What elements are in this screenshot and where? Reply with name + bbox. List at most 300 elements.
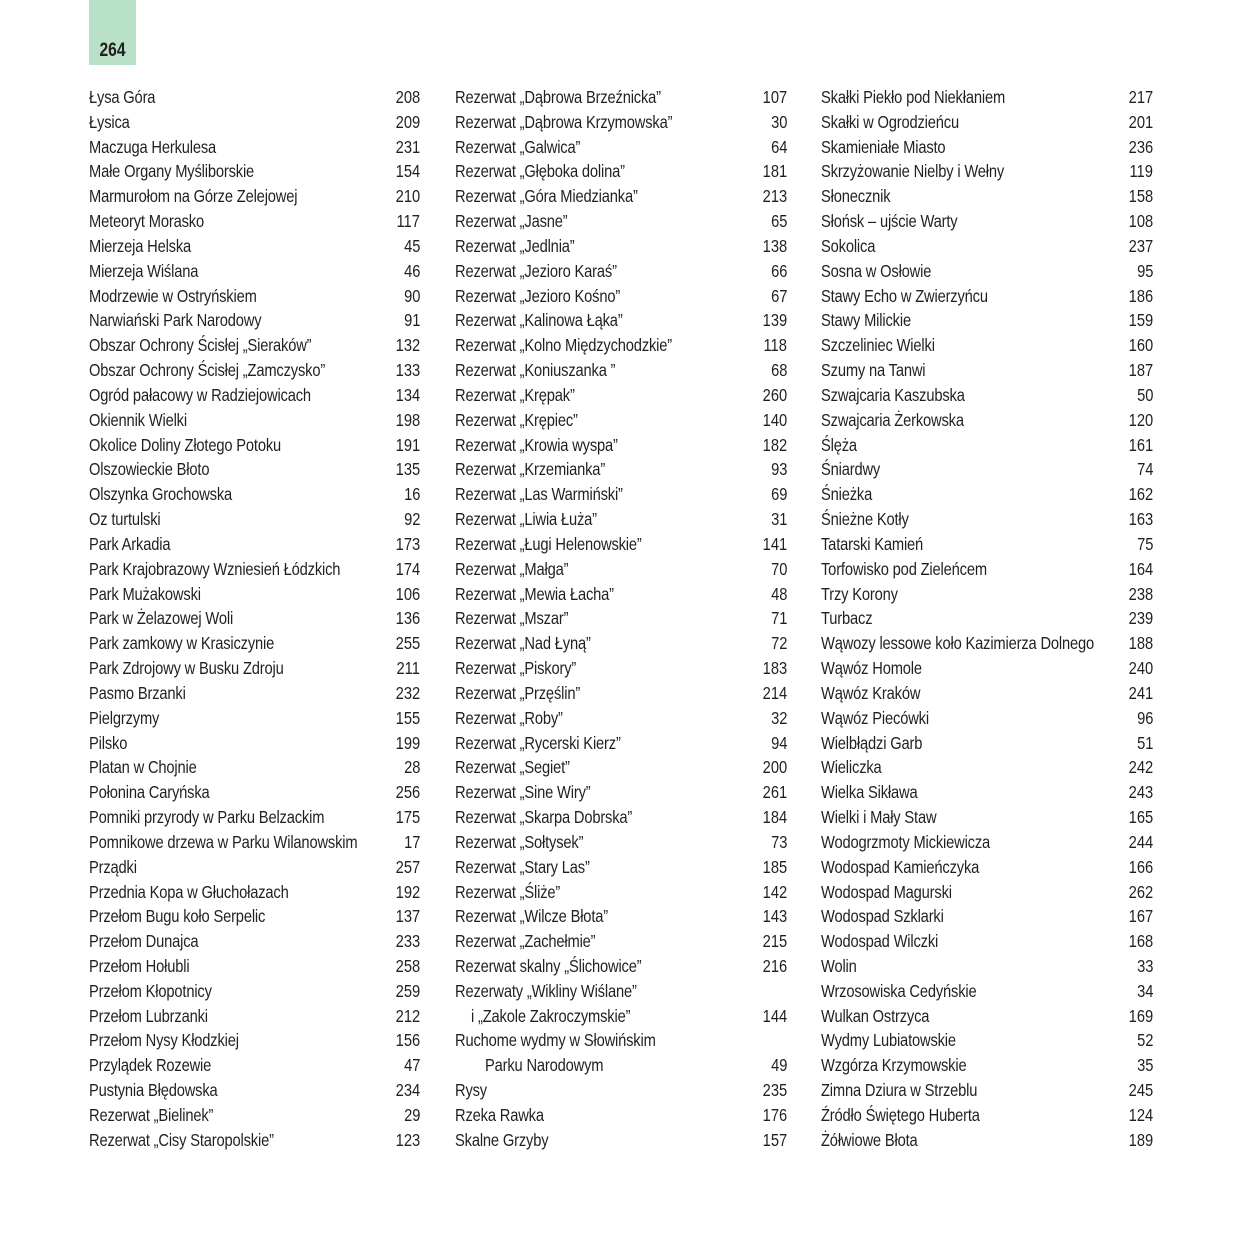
index-entry [821,1128,1153,1153]
index-entry [89,755,420,780]
index-entry [455,333,787,358]
entry-page-number: 108 [1128,211,1153,232]
entry-name: Platan w Chojnie [89,757,197,778]
entry-name: Śnieżne Kotły [821,509,909,530]
entry-page-number: 91 [403,310,420,331]
index-entry [89,135,420,160]
index-entry [89,929,420,954]
index-entry [821,830,1153,855]
entry-name: Wrzosowiska Cedyńskie [821,980,977,1001]
entry-page-number: 166 [1128,856,1153,877]
page-number-tab [89,0,136,65]
entry-page-number: 35 [1136,1055,1153,1076]
entry-page-number: 189 [1128,1129,1153,1150]
entry-name: Ogród pałacowy w Radziejowicach [89,384,311,405]
index-entry [455,1128,787,1153]
entry-page-number: 49 [770,1055,787,1076]
entry-name: Wodospad Szklarki [821,906,944,927]
entry-name: Marmurołom na Górze Zelejowej [89,186,298,207]
entry-page-number: 176 [762,1104,787,1125]
entry-page-number: 144 [762,1005,787,1026]
index-entry [89,954,420,979]
index-entry [89,110,420,135]
entry-page-number: 16 [403,484,420,505]
entry-name: Wzgórza Krzymowskie [821,1055,967,1076]
entry-name: Trzy Korony [821,583,898,604]
entry-name: Wieliczka [821,757,882,778]
index-entry [821,85,1153,110]
entry-name: Rezerwat „Kolno Międzychodzkie” [455,335,673,356]
index-entry [89,1103,420,1128]
entry-page-number: 161 [1128,434,1153,455]
entry-page-number: 198 [395,409,420,430]
entry-page-number: 117 [396,211,420,232]
index-entry [89,830,420,855]
index-entry [821,582,1153,607]
index-entry [455,383,787,408]
entry-name: Pomniki przyrody w Parku Belzackim [89,807,325,828]
entry-page-number: 93 [770,459,787,480]
entry-name: Pilsko [89,732,128,753]
index-entry [455,532,787,557]
index-entry [821,482,1153,507]
entry-name: Rezerwat „Krzemianka” [455,459,606,480]
entry-name: Rezerwat „Las Warmiński” [455,484,623,505]
entry-page-number: 175 [395,807,420,828]
entry-name: Rezerwat „Jedlnia” [455,235,575,256]
entry-name: Park w Żelazowej Woli [89,608,234,629]
entry-name: Rezerwat „Skarpa Dobrska” [455,807,633,828]
index-entry [89,383,420,408]
index-entry [455,1053,787,1078]
entry-page-number: 139 [762,310,787,331]
entry-page-number: 95 [1136,260,1153,281]
index-entry [455,582,787,607]
entry-name: Wydmy Lubiatowskie [821,1030,956,1051]
index-entry [455,308,787,333]
entry-name: Skałki w Ogrodzieńcu [821,111,959,132]
entry-name: Pustynia Błędowska [89,1080,218,1101]
index-entry [455,855,787,880]
entry-name: Rezerwat „Góra Miedzianka” [455,186,638,207]
index-entry [821,1103,1153,1128]
index-entry [89,284,420,309]
entry-page-number: 160 [1128,335,1153,356]
index-entry [455,507,787,532]
entry-name: Rezerwat „Sine Wiry” [455,782,591,803]
entry-page-number: 119 [1129,161,1153,182]
entry-page-number: 133 [395,360,420,381]
entry-name: Wulkan Ostrzyca [821,1005,930,1026]
entry-page-number: 142 [762,881,787,902]
entry-name: Olszynka Grochowska [89,484,233,505]
index-entry [455,731,787,756]
entry-name: Parku Narodowym [485,1055,604,1076]
entry-name: Rezerwat „Stary Las” [455,856,590,877]
entry-name: Skałki Piekło pod Niekłaniem [821,87,1006,107]
entry-name: Oz turtulski [89,509,161,530]
entry-page-number: 238 [1128,583,1153,604]
index-entry [89,880,420,905]
index-entry [455,433,787,458]
entry-page-number: 232 [395,682,420,703]
entry-page-number: 257 [395,856,420,877]
index-entry [455,1103,787,1128]
entry-page-number: 255 [395,633,420,654]
entry-name: Wielka Sikława [821,782,918,803]
entry-page-number: 69 [770,484,787,505]
index-entry [821,706,1153,731]
index-entry [455,706,787,731]
entry-page-number: 239 [1128,608,1153,629]
entry-name: Rezerwat „Mewia Łacha” [455,583,614,604]
index-entry [89,408,420,433]
entry-page-number: 72 [770,633,787,654]
entry-page-number: 71 [770,608,787,629]
entry-page-number: 237 [1128,235,1153,256]
entry-page-number: 47 [403,1055,420,1076]
entry-name: Obszar Ochrony Ścisłej „Zamczysko” [89,360,326,381]
entry-page-number: 167 [1128,906,1153,927]
entry-name: Źródło Świętego Huberta [821,1104,980,1125]
entry-page-number: 245 [1128,1080,1153,1101]
entry-page-number: 46 [403,260,420,281]
entry-name: Szwajcaria Żerkowska [821,409,964,430]
entry-name: Wolin [821,955,857,976]
entry-page-number: 235 [762,1080,787,1101]
entry-page-number: 185 [762,856,787,877]
index-entry [821,159,1153,184]
index-entry [89,1028,420,1053]
index-entry [89,457,420,482]
entry-page-number: 52 [1136,1030,1153,1051]
index-entry [455,681,787,706]
index-entry [89,904,420,929]
entry-page-number: 183 [762,658,787,679]
entry-page-number: 96 [1136,707,1153,728]
entry-name: Rezerwat „Rycerski Kierz” [455,732,621,753]
entry-name: Stawy Echo w Zwierzyńcu [821,285,988,306]
entry-page-number: 67 [770,285,787,306]
entry-name: Wielki i Mały Staw [821,807,937,828]
entry-page-number: 50 [1136,384,1153,405]
entry-name: Narwiański Park Narodowy [89,310,262,331]
entry-name: Wodogrzmoty Mickiewicza [821,831,991,852]
index-entry [821,1004,1153,1029]
entry-name: Rezerwaty „Wikliny Wiślane” [455,980,637,1001]
entry-name: Mierzeja Wiślana [89,260,199,281]
entry-page-number: 259 [395,980,420,1001]
entry-name: Modrzewie w Ostryńskiem [89,285,257,306]
index-entry [455,209,787,234]
index-entry [821,110,1153,135]
index-entry [821,259,1153,284]
index-entry [89,482,420,507]
entry-name: Obszar Ochrony Ścisłej „Sieraków” [89,335,312,356]
entry-name: Rysy [455,1080,487,1101]
entry-page-number: 48 [770,583,787,604]
entry-page-number: 209 [395,111,420,132]
entry-name: Szumy na Tanwi [821,360,926,381]
index-entry [821,681,1153,706]
entry-name: Przełom Kłopotnicy [89,980,212,1001]
entry-page-number: 70 [770,558,787,579]
entry-page-number: 64 [770,136,787,157]
index-entry [821,1053,1153,1078]
entry-name: Meteoryt Morasko [89,211,204,232]
entry-name: Stawy Milickie [821,310,911,331]
entry-name: Przednia Kopa w Głuchołazach [89,881,289,902]
index-entry [455,358,787,383]
entry-page-number: 201 [1128,111,1153,132]
entry-page-number: 107 [762,87,787,107]
entry-name: Wielbłądzi Garb [821,732,923,753]
index-entry [455,954,787,979]
entry-name: i „Zakole Zakroczymskie” [471,1005,631,1026]
index-entry [455,557,787,582]
entry-page-number: 159 [1128,310,1153,331]
entry-page-number: 236 [1128,136,1153,157]
index-entry [89,681,420,706]
entry-name: Rezerwat „Krępak” [455,384,575,405]
index-entry [89,532,420,557]
index-entry [89,159,420,184]
entry-page-number: 215 [762,931,787,952]
index-entry [89,1128,420,1153]
entry-page-number: 123 [395,1129,420,1150]
entry-name: Skamieniałe Miasto [821,136,946,157]
entry-name: Rezerwat „Zachełmie” [455,931,596,952]
entry-page-number: 94 [770,732,787,753]
entry-page-number: 169 [1128,1005,1153,1026]
entry-name: Rezerwat skalny „Ślichowice” [455,955,642,976]
entry-name: Żółwiowe Błota [821,1129,918,1150]
entry-name: Pasmo Brzanki [89,682,186,703]
index-column-2 [455,85,787,1153]
index-entry [89,656,420,681]
index-entry [89,805,420,830]
entry-name: Wodospad Kamieńczyka [821,856,980,877]
entry-page-number: 174 [395,558,420,579]
entry-name: Wąwóz Piecówki [821,707,929,728]
entry-name: Ruchome wydmy w Słowińskim [455,1030,656,1051]
index-entry [89,259,420,284]
entry-page-number: 106 [395,583,420,604]
entry-page-number: 256 [395,782,420,803]
entry-name: Olszowieckie Błoto [89,459,210,480]
index-entry [821,929,1153,954]
entry-name: Rezerwat „Jasne” [455,211,568,232]
entry-name: Rezerwat „Jezioro Karaś” [455,260,617,281]
entry-name: Szwajcaria Kaszubska [821,384,965,405]
entry-name: Rezerwat „Dąbrowa Krzymowska” [455,111,673,132]
index-entry [89,333,420,358]
entry-page-number: 138 [762,235,787,256]
entry-page-number: 262 [1128,881,1153,902]
entry-page-number: 164 [1128,558,1153,579]
entry-name: Skalne Grzyby [455,1129,549,1150]
page-number: 264 [99,40,126,61]
entry-page-number: 30 [770,111,787,132]
entry-page-number: 156 [395,1030,420,1051]
entry-name: Przylądek Rozewie [89,1055,212,1076]
entry-page-number: 68 [770,360,787,381]
entry-name: Rzeka Rawka [455,1104,544,1125]
entry-name: Rezerwat „Galwica” [455,136,581,157]
entry-name: Rezerwat „Liwia Łuża” [455,509,597,530]
index-entry [455,780,787,805]
index-entry [821,606,1153,631]
entry-name: Śnieżka [821,484,873,505]
index-entry [821,1078,1153,1103]
index-entry [455,110,787,135]
index-entry [821,904,1153,929]
entry-page-number: 120 [1128,409,1153,430]
index-entry [89,1053,420,1078]
entry-page-number: 192 [395,881,420,902]
entry-name: Małe Organy Myśliborskie [89,161,255,182]
entry-page-number: 168 [1128,931,1153,952]
entry-page-number: 157 [762,1129,787,1150]
entry-page-number: 29 [403,1104,420,1125]
index-entry [821,507,1153,532]
entry-name: Przełom Hołubli [89,955,190,976]
entry-page-number: 118 [763,335,787,356]
index-entry [89,85,420,110]
index-entry [821,408,1153,433]
entry-page-number: 51 [1136,732,1153,753]
entry-name: Rezerwat „Ługi Helenowskie” [455,533,642,554]
entry-name: Prządki [89,856,137,877]
index-entry [455,929,787,954]
index-entry [455,408,787,433]
index-entry [821,209,1153,234]
entry-name: Łysica [89,111,130,132]
entry-name: Tatarski Kamień [821,533,924,554]
index-entry [455,631,787,656]
entry-name: Pomnikowe drzewa w Parku Wilanowskim [89,831,358,852]
index-entry [455,284,787,309]
index-entry [89,780,420,805]
entry-name: Rezerwat „Wilcze Błota” [455,906,608,927]
index-entry [455,830,787,855]
entry-page-number: 213 [762,186,787,207]
entry-name: Wodospad Magurski [821,881,952,902]
entry-page-number: 135 [395,459,420,480]
entry-page-number: 242 [1128,757,1153,778]
entry-page-number: 141 [762,533,787,554]
entry-page-number: 134 [395,384,420,405]
index-entry [455,159,787,184]
entry-page-number: 200 [762,757,787,778]
index-entry [455,1078,787,1103]
index-entry [821,184,1153,209]
entry-name: Wąwóz Kraków [821,682,921,703]
entry-page-number: 45 [403,235,420,256]
index-entry [455,606,787,631]
entry-name: Śniardwy [821,459,881,480]
entry-page-number: 182 [762,434,787,455]
index-entry [455,135,787,160]
entry-name: Przełom Bugu koło Serpelic [89,906,266,927]
entry-page-number: 243 [1128,782,1153,803]
entry-page-number: 199 [395,732,420,753]
entry-page-number: 163 [1128,509,1153,530]
entry-name: Rezerwat „Krępiec” [455,409,578,430]
index-entry [89,234,420,259]
entry-name: Rezerwat „Sołtysek” [455,831,584,852]
entry-name: Rezerwat „Kalinowa Łąka” [455,310,623,331]
index-entry [821,855,1153,880]
entry-name: Zimna Dziura w Strzeblu [821,1080,978,1101]
entry-name: Mierzeja Helska [89,235,192,256]
entry-page-number: 216 [762,955,787,976]
entry-page-number: 187 [1128,360,1153,381]
index-entry [89,582,420,607]
entry-name: Słońsk – ujście Warty [821,211,958,232]
entry-page-number: 261 [762,782,787,803]
entry-name: Wąwozy lessowe koło Kazimierza Dolnego [821,633,1095,654]
index-entry [455,805,787,830]
entry-name: Rezerwat „Jezioro Kośno” [455,285,621,306]
index-entry [821,656,1153,681]
index-entry [89,706,420,731]
index-entry [89,1004,420,1029]
entry-name: Rezerwat „Koniuszanka ” [455,360,616,381]
entry-page-number: 154 [395,161,420,182]
entry-page-number: 241 [1128,682,1153,703]
entry-page-number: 140 [762,409,787,430]
entry-page-number: 184 [762,807,787,828]
index-entry [455,904,787,929]
index-entry [89,606,420,631]
entry-page-number: 17 [403,831,420,852]
entry-name: Sosna w Osłowie [821,260,932,281]
index-entry [455,234,787,259]
entry-page-number: 143 [762,906,787,927]
entry-name: Rezerwat „Krowia wyspa” [455,434,618,455]
index-entry [455,184,787,209]
entry-page-number: 28 [403,757,420,778]
entry-page-number: 165 [1128,807,1153,828]
entry-page-number: 74 [1136,459,1153,480]
index-entry [455,1004,787,1029]
entry-page-number: 75 [1136,533,1153,554]
index-entry [89,631,420,656]
index-entry [821,954,1153,979]
entry-page-number: 188 [1128,633,1153,654]
entry-page-number: 214 [762,682,787,703]
entry-page-number: 136 [395,608,420,629]
entry-name: Rezerwat „Piskory” [455,658,577,679]
entry-name: Rezerwat „Roby” [455,707,563,728]
entry-name: Wąwóz Homole [821,658,922,679]
index-entry [821,433,1153,458]
index-column-3 [821,85,1153,1153]
entry-page-number: 260 [762,384,787,405]
index-entry [89,507,420,532]
entry-name: Rezerwat „Przęślin” [455,682,581,703]
entry-page-number: 173 [395,533,420,554]
index-entry [821,284,1153,309]
index-column-1 [89,85,420,1153]
index-entry [455,85,787,110]
entry-name: Rezerwat „Mszar” [455,608,569,629]
entry-name: Rezerwat „Głęboka dolina” [455,161,625,182]
index-entry [89,433,420,458]
entry-page-number: 240 [1128,658,1153,679]
entry-name: Rezerwat „Cisy Staropolskie” [89,1129,274,1150]
